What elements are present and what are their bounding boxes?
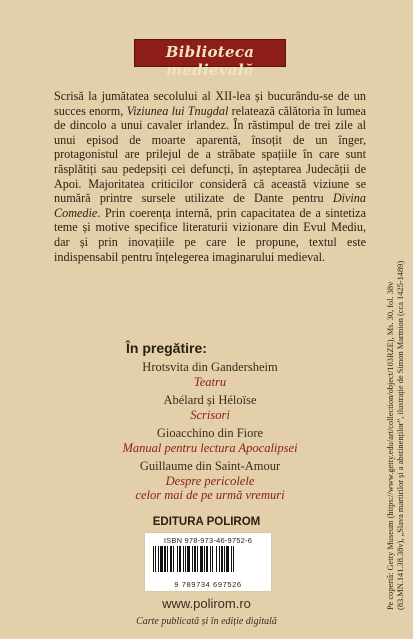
credit-line-1: Pe copertă: Getty Museum (https://www.getty.edu/art/collection/object/103RZE), Ms. 30, fol. 38v (386, 281, 395, 610)
book-title: Manual pentru lectura Apocalipsei (122, 440, 298, 455)
in-preparation-heading: În pregătire: (126, 340, 207, 356)
book-title: Scrisori (190, 407, 230, 422)
barcode-bar (194, 546, 196, 572)
barcode-bar (204, 546, 205, 572)
book-author: Abélard și Héloïse (163, 393, 257, 407)
isbn-number: ISBN 978-973-46-9752-6 (163, 536, 253, 545)
book-author: Hrotsvita din Gandersheim (142, 360, 278, 374)
barcode-bar (210, 546, 211, 572)
barcode-bar (158, 546, 159, 572)
barcode-bar (167, 546, 168, 572)
barcode-bar (155, 546, 156, 572)
barcode-bar (179, 546, 181, 572)
barcode-bar (177, 546, 178, 572)
barcode-bar (183, 546, 184, 572)
upcoming-book (96, 459, 324, 503)
description-text-1: Scrisă la jumătatea secolului al XII-lea și bucurându-se de un succes enorm, (54, 89, 366, 118)
credit-line-2: (83.MN.141.38.38v), „Slava martirilor și a abstinenților”, ilustrație de Simon Marmion (cca 1425-1489) (396, 260, 405, 610)
description-text-2: relatează călătoria în lumea de dincolo a unui cavaler irlandez. În răstimpul de trei zile al unui episod de moarte aparentă, însoțit de un înger, protagonistul are prilejul de a străbate spațiile în care sunt răsplătiți sau pedepsiți cei defuncți, în așteptarea Judecății de Apoi. Majoritatea criticilor consideră că această viziune se numără printre sursele utilizate de Dante pentru (54, 103, 366, 206)
barcode-bar (170, 546, 172, 572)
isbn-barcode (144, 532, 272, 592)
series-banner (134, 39, 286, 79)
book-title: Teatru (193, 374, 227, 389)
barcode-bar (219, 546, 220, 572)
publisher-website: www.polirom.ro (162, 596, 251, 611)
upcoming-book (96, 360, 324, 389)
barcode-icon (152, 546, 266, 580)
barcode-bar (216, 546, 217, 572)
barcode-bar (173, 546, 174, 572)
barcode-bar (206, 546, 208, 572)
barcode-bar (221, 546, 223, 572)
upcoming-book (96, 393, 324, 422)
book-author: Gioacchino din Fiore (156, 426, 264, 440)
barcode-bar (231, 546, 232, 572)
barcode-bar (197, 546, 198, 572)
barcode-bar (226, 546, 229, 572)
cover-image-credit (386, 20, 406, 610)
series-banner-label: Biblioteca medievală (165, 43, 255, 79)
barcode-bar (200, 546, 203, 572)
book-description (54, 89, 366, 264)
barcode-bar (153, 546, 154, 572)
publisher-name: EDITURA POLIROM (152, 516, 261, 528)
barcode-bar (192, 546, 193, 572)
barcode-bar (160, 546, 163, 572)
description-title-divina-comedie: Divina Comedie (54, 191, 366, 220)
barcode-bar (224, 546, 225, 572)
barcode-bar (187, 546, 190, 572)
book-author: Guillaume din Saint-Amour (139, 459, 281, 473)
description-title-tnugdal: Viziunea lui Tnugdal (126, 103, 229, 118)
book-title-line-2: celor mai de pe urmă vremuri (135, 488, 285, 502)
digital-edition-note: Carte publicată și în ediție digitală (136, 616, 277, 627)
book-title-line-1: Despre pericolele (165, 473, 255, 488)
description-text-3: . Prin coerența internă, prin capacitatea de a sintetiza teme și motive specifice literaturii vizionare din Evul Mediu, dar și prin inovațiile pe care le propune, textul este indispensabil pentru înțelegerea imaginarului medieval. (54, 205, 366, 264)
barcode-digits: 9 789734 697526 (174, 580, 242, 589)
barcode-bar (233, 546, 234, 572)
upcoming-books-list (96, 360, 324, 507)
barcode-bar (212, 546, 213, 572)
barcode-bar (164, 546, 166, 572)
barcode-bar (185, 546, 186, 572)
upcoming-book (96, 426, 324, 455)
